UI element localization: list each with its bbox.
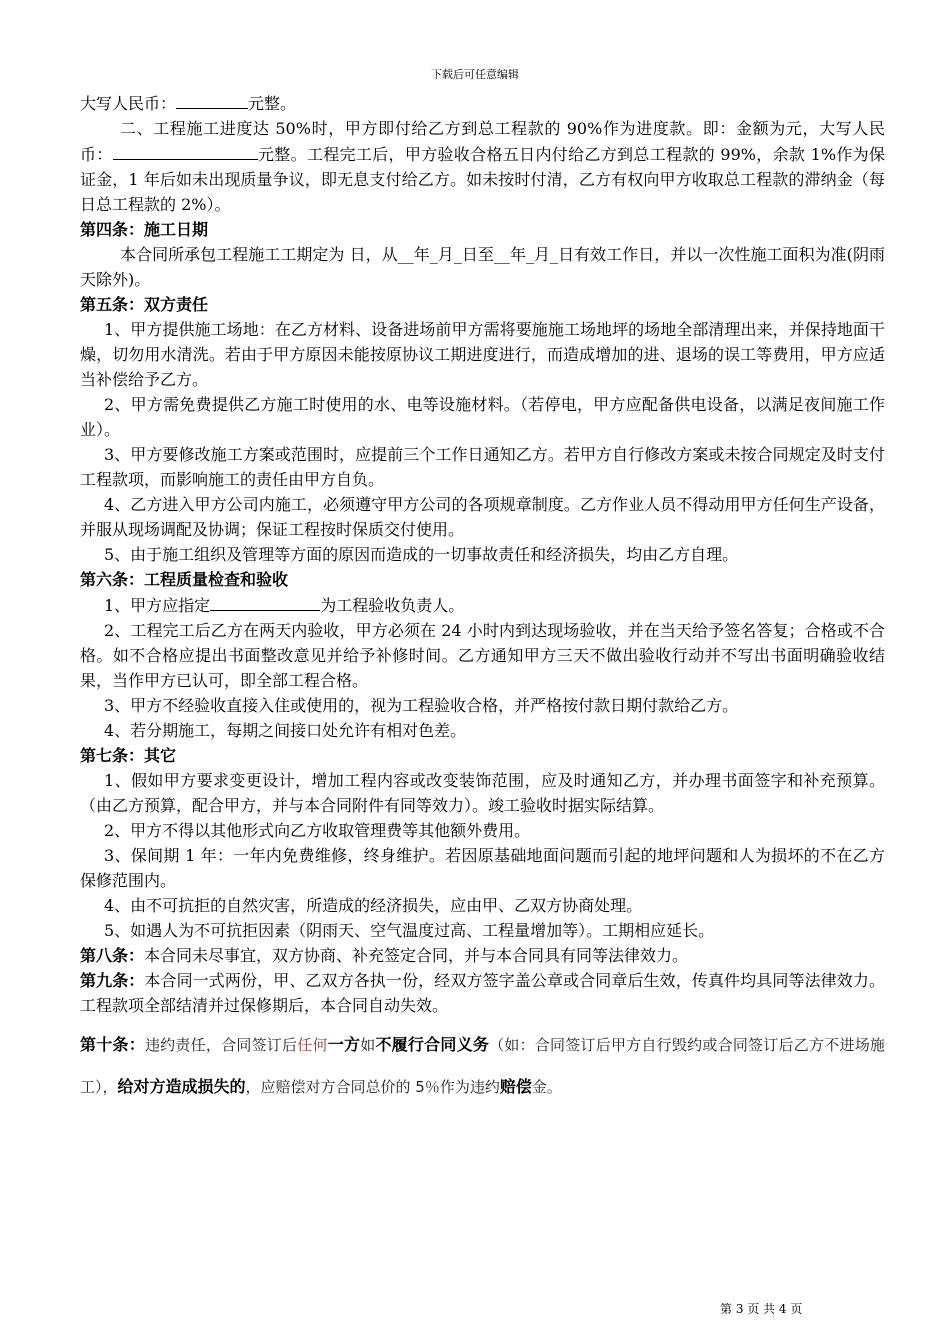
article-10 [80,1024,885,1108]
page-number: 第 3 页 共 4 页 [720,1302,803,1316]
amount-blank [176,90,248,109]
article-8 [80,943,885,968]
text: 元整。 [248,94,297,113]
amount-blank [113,141,258,160]
article-5-item: 3、甲方要修改施工方案或范围时，应提前三个工作日通知乙方。若甲方自行修改方案或未按合同规定及时支付工程款项，而影响施工的责任由甲方自负。 [80,445,885,489]
text: 二、工程施工进度达 50%时，甲方即付给乙方到总工程款的 90%作为进度款。即：金额为元，大写人民币： [80,119,885,164]
article-5-item: 2、甲方需免费提供乙方施工时使用的水、电等设施材料。（若停电，甲方应配备供电设备，以满足夜间施工作业）。 [80,395,885,439]
article-6-item [80,592,885,618]
text: 为工程验收负责人。 [320,596,465,615]
article-5-item: 5、由于施工组织及管理等方面的原因而造成的一切事故责任和经济损失，均由乙方自理。 [104,545,739,564]
text: 金。 [531,1078,562,1096]
text: 赔偿 [499,1077,532,1096]
page-header: 下载后可任意编辑 [431,68,519,81]
text: 大写人民币： [80,94,177,113]
article-6-item: 2、工程完工后乙方在两天内验收，甲方必须在 24 小时内到达现场验收，并在当天给予签名答复；合格或不合格。如不合格应提出书面整改意见并给予补修时间。乙方通知甲方三天不做出验收行动并不写出书面明确验收结果，当作甲方已认可，即全部工程合格。 [80,621,885,690]
text: 如 [360,1036,376,1054]
article-8-text: 本合同未尽事宜，双方协商、补充签定合同，并与本合同具有同等法律效力。 [144,946,689,965]
text: 一方 [327,1035,361,1054]
text: 元整。工程完工后，甲方验收合格五日内付给乙方到总工程款的 99%，余款 1%作为保证金，1 年后如未出现质量争议，即无息支付给乙方。如未按时付清，乙方有权向甲方收取总工程款的滞纳金（每日总工程款的 2%）。 [80,145,885,214]
article-7-item: 2、甲方不得以其他形式向乙方收取管理费等其他额外费用。 [104,821,531,840]
article-9-title: 第九条： [80,971,145,990]
text: 不履行合同义务 [375,1035,490,1054]
payment-continuation [80,90,885,116]
text: （如：合同签订后甲方自行毁约或合同签订后乙方不进场施工）， [80,1036,885,1096]
text: ，应赔偿对方合同总价的 5％作为违约 [245,1078,500,1096]
contract-body [80,90,885,1108]
article-7-item: 5、如遇人为不可抗拒因素（阴雨天、空气温度过高、工程量增加等）。工期相应延长。 [104,921,715,940]
text: 任何 [297,1036,328,1054]
progress-payment-clause [80,116,885,217]
article-9-text: 本合同一式两份，甲、乙双方各执一份，经双方签字盖公章或合同章后生效，传真件均具同等法律效力。工程款项全部结清并过保修期后，本合同自动失效。 [80,971,885,1015]
article-6-item: 3、甲方不经验收直接入住或使用的，视为工程验收合格，并严格按付款日期付款给乙方。 [104,696,739,715]
article-4-text: 本合同所承包工程施工工期定为 日，从__年_月_日至__年_月_日有效工作日，并以一次性施工面积为准(阴雨天除外)。 [80,245,885,289]
article-5-title: 第五条：双方责任 [80,295,209,314]
article-6-title: 第六条：工程质量检查和验收 [80,570,289,589]
text: 1、甲方应指定 [104,596,211,615]
article-7-item: 1、假如甲方要求变更设计，增加工程内容或改变装饰范围，应及时通知乙方，并办理书面签字和补充预算。（由乙方预算，配合甲方，并与本合同附件有同等效力）。竣工验收时据实际结算。 [80,771,885,815]
article-7-item: 3、保间期 1 年：一年内免费维修，终身维护。若因原基础地面问题而引起的地坪问题和人为损坏的不在乙方保修范围内。 [80,846,885,890]
article-4-title: 第四条：施工日期 [80,220,209,239]
article-5-item: 1、甲方提供施工场地：在乙方材料、设备进场前甲方需将要施施工场地坪的场地全部清理出来，并保持地面干燥，切勿用水清洗。若由于甲方原因未能按原协议工期进度进行，而造成增加的进、退场的误工等费用，甲方应适当补偿给予乙方。 [80,320,885,389]
text: 给对方造成损失的 [117,1077,246,1096]
article-8-title: 第八条： [80,946,145,965]
name-blank [210,592,320,611]
article-5-item: 4、乙方进入甲方公司内施工，必须遵守甲方公司的各项规章制度。乙方作业人员不得动用甲方任何生产设备，并服从现场调配及协调；保证工程按时保质交付使用。 [80,495,885,539]
article-7-item: 4、由不可抗拒的自然灾害，所造成的经济损失，应由甲、乙双方协商处理。 [104,896,643,915]
article-7-title: 第七条：其它 [80,746,177,765]
text: 违约责任，合同签订后 [144,1036,298,1054]
article-9 [80,968,885,1018]
article-6-item: 4、若分期施工，每期之间接口处允许有相对色差。 [104,721,467,740]
article-10-title: 第十条： [80,1035,145,1054]
